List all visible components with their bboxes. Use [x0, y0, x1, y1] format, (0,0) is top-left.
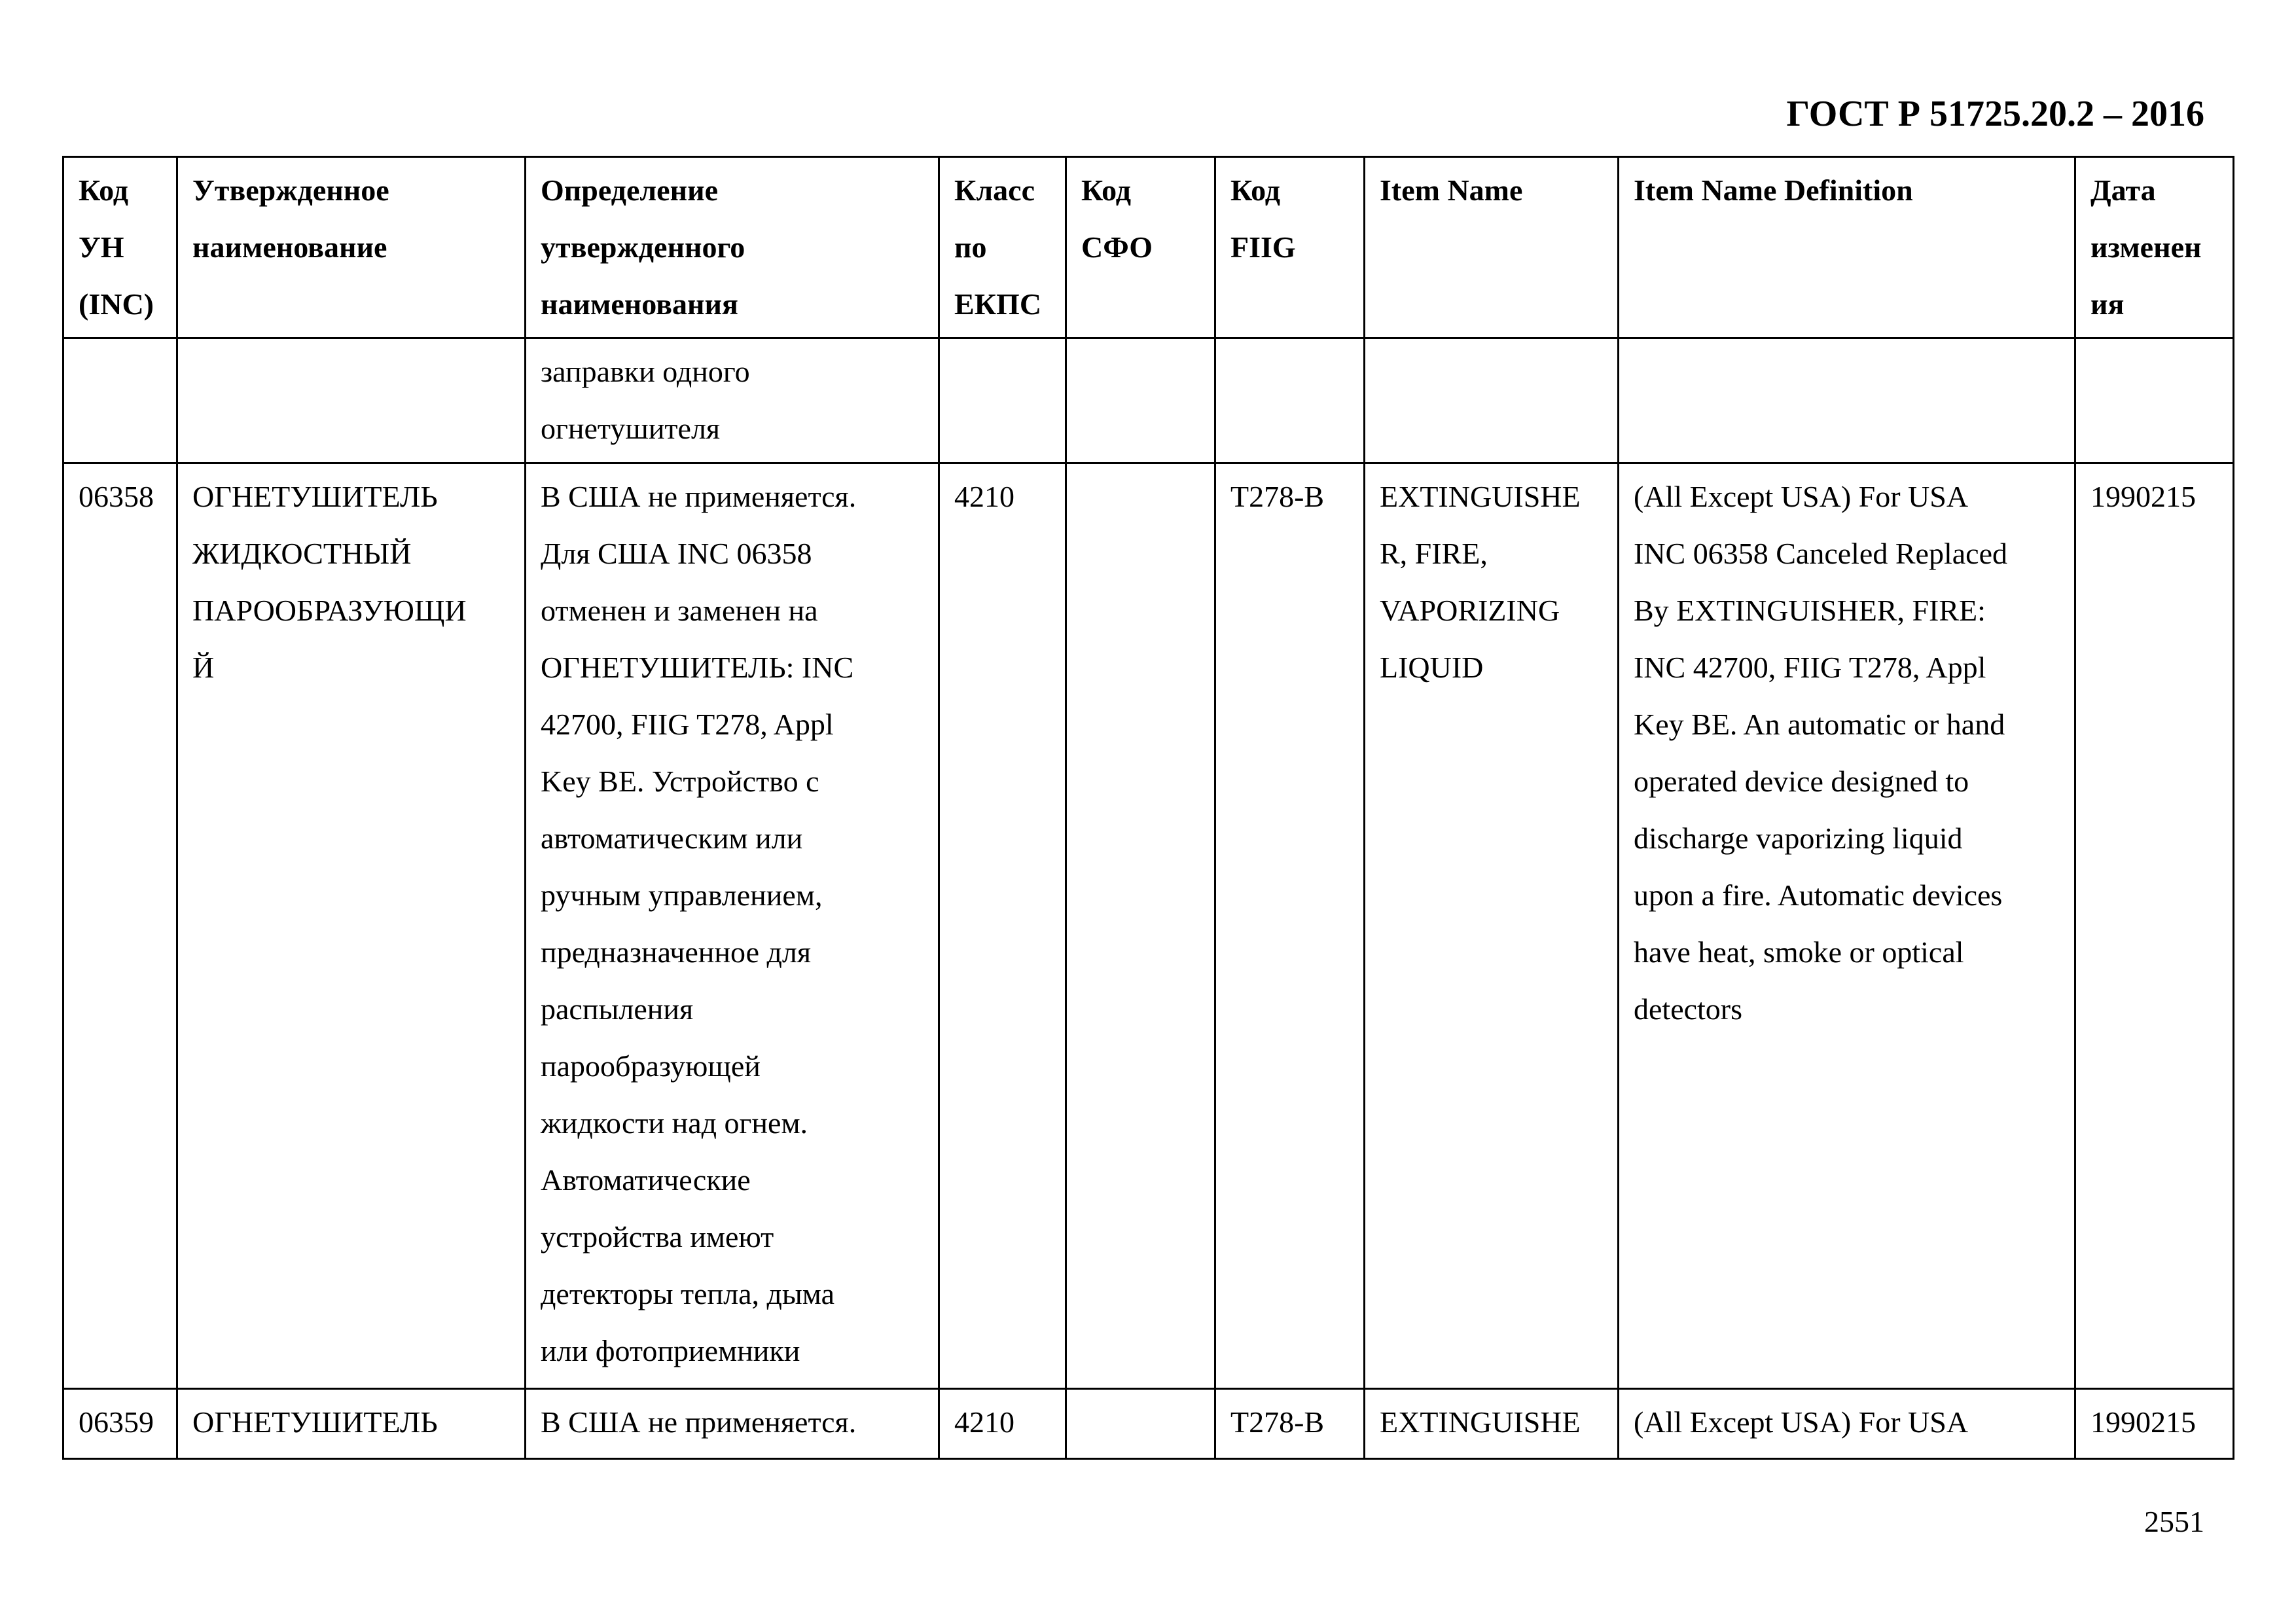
cell-text-line: R, FIRE,	[1380, 537, 1488, 570]
cell-change-date	[2075, 338, 2234, 463]
cell-text-line: ЖИДКОСТНЫЙ	[192, 537, 412, 570]
cell-text-line: FIIG	[1230, 230, 1296, 264]
cell-text-line: отменен и заменен на	[541, 594, 818, 627]
cell-text-line: 4210	[954, 1405, 1014, 1439]
cell-approved-name	[177, 338, 526, 463]
cell-name-definition	[526, 338, 939, 463]
cell-change-date	[2075, 463, 2234, 1389]
cell-text-line: ия	[2090, 287, 2125, 321]
table-header-row	[63, 157, 2234, 338]
cell-item-name	[1365, 1389, 1619, 1459]
cell-text-line: парообразующей	[541, 1049, 761, 1083]
cell-text-line: Код	[1081, 173, 1132, 207]
cell-text-line: Определение	[541, 173, 719, 207]
cell-text-line: детекторы тепла, дыма	[541, 1277, 835, 1310]
cell-text-line: detectors	[1634, 992, 1743, 1026]
cell-text-line: ОГНЕТУШИТЕЛЬ: INC	[541, 651, 854, 684]
cell-text-line: заправки одного	[541, 355, 750, 388]
cell-inc-code	[63, 463, 177, 1389]
cell-text-line: УН	[79, 230, 124, 264]
cell-text-line: By EXTINGUISHER, FIRE:	[1634, 594, 1986, 627]
cell-text-line: (All Except USA) For USA	[1634, 1405, 1969, 1439]
column-header-approved-name	[177, 157, 526, 338]
cell-approved-name	[177, 463, 526, 1389]
page-number: 2551	[2144, 1505, 2204, 1538]
cell-name-definition	[526, 463, 939, 1389]
cell-text-line: В США не применяется.	[541, 1405, 857, 1439]
column-header-item-name-definition	[1619, 157, 2075, 338]
cell-text-line: ОГНЕТУШИТЕЛЬ	[192, 1405, 438, 1439]
cell-item-name-definition	[1619, 1389, 2075, 1459]
cell-text-line: ПАРООБРАЗУЮЩИ	[192, 594, 467, 627]
cell-change-date	[2075, 1389, 2234, 1459]
cell-ekps-class	[939, 338, 1066, 463]
cell-text-line: Автоматические	[541, 1163, 751, 1197]
cell-text-line: Класс	[954, 173, 1035, 207]
cell-text-line: ручным управлением,	[541, 878, 823, 912]
table-row	[63, 463, 2234, 1389]
cell-text-line: наименования	[541, 287, 738, 321]
cell-text-line: В США не применяется.	[541, 480, 857, 513]
cell-text-line: operated device designed to	[1634, 765, 1969, 798]
cell-text-line: T278-B	[1230, 480, 1325, 513]
cell-inc-code	[63, 338, 177, 463]
cell-text-line: 06359	[79, 1405, 154, 1439]
cell-text-line: жидкости над огнем.	[541, 1106, 808, 1140]
cell-text-line: T278-B	[1230, 1405, 1325, 1439]
cell-text-line: 4210	[954, 480, 1014, 513]
cell-text-line: Key BE. Устройство с	[541, 765, 819, 798]
cell-fiig-code	[1215, 1389, 1365, 1459]
cell-text-line: наименование	[192, 230, 387, 264]
cell-text-line: 06358	[79, 480, 154, 513]
cell-text-line: Й	[192, 651, 215, 684]
cell-item-name	[1365, 338, 1619, 463]
cell-text-line: устройства имеют	[541, 1220, 774, 1254]
cell-fiig-code	[1215, 463, 1365, 1389]
cell-sfo-code	[1066, 1389, 1215, 1459]
cell-text-line: изменен	[2090, 230, 2202, 264]
cell-text-line: 1990215	[2090, 1405, 2196, 1439]
cell-text-line: upon a fire. Automatic devices	[1634, 878, 2003, 912]
cell-text-line: 1990215	[2090, 480, 2196, 513]
cell-text-line: INC 06358 Canceled Replaced	[1634, 537, 2007, 570]
cell-fiig-code	[1215, 338, 1365, 463]
cell-ekps-class	[939, 1389, 1066, 1459]
cell-text-line: Key BE. An automatic or hand	[1634, 708, 2005, 741]
table-row	[63, 338, 2234, 463]
table-row	[63, 1389, 2234, 1459]
cell-item-name-definition	[1619, 338, 2075, 463]
cell-text-line: EXTINGUISHE	[1380, 480, 1581, 513]
cell-ekps-class	[939, 463, 1066, 1389]
cell-text-line: Дата	[2090, 173, 2156, 207]
cell-text-line: VAPORIZING	[1380, 594, 1560, 627]
cell-text-line: EXTINGUISHE	[1380, 1405, 1581, 1439]
cell-text-line: огнетушителя	[541, 412, 721, 445]
cell-sfo-code	[1066, 338, 1215, 463]
cell-item-name	[1365, 463, 1619, 1389]
document-standard-header: ГОСТ Р 51725.20.2 – 2016	[1786, 94, 2204, 134]
cell-text-line: Код	[79, 173, 129, 207]
cell-text-line: LIQUID	[1380, 651, 1484, 684]
column-header-name-definition	[526, 157, 939, 338]
cell-text-line: распыления	[541, 992, 694, 1026]
column-header-sfo-code	[1066, 157, 1215, 338]
cell-text-line: INC 42700, FIIG T278, Appl	[1634, 651, 1986, 684]
cell-inc-code	[63, 1389, 177, 1459]
cell-text-line: (INC)	[79, 287, 154, 321]
cell-text-line: have heat, smoke or optical	[1634, 935, 1964, 969]
cell-text-line: Item Name Definition	[1634, 173, 1913, 207]
column-header-ekps-class	[939, 157, 1066, 338]
cell-text-line: автоматическим или	[541, 821, 803, 855]
cell-text-line: или фотоприемники	[541, 1334, 800, 1367]
cell-text-line: (All Except USA) For USA	[1634, 480, 1969, 513]
cell-text-line: ОГНЕТУШИТЕЛЬ	[192, 480, 438, 513]
cell-approved-name	[177, 1389, 526, 1459]
cell-text-line: ЕКПС	[954, 287, 1042, 321]
cell-name-definition	[526, 1389, 939, 1459]
column-header-item-name	[1365, 157, 1619, 338]
cell-item-name-definition	[1619, 463, 2075, 1389]
column-header-inc-code	[63, 157, 177, 338]
cell-sfo-code	[1066, 463, 1215, 1389]
cell-text-line: discharge vaporizing liquid	[1634, 821, 1963, 855]
nomenclature-table	[62, 156, 2234, 1460]
cell-text-line: Item Name	[1380, 173, 1523, 207]
cell-text-line: Для США INC 06358	[541, 537, 812, 570]
cell-text-line: Утвержденное	[192, 173, 389, 207]
cell-text-line: по	[954, 230, 987, 264]
cell-text-line: СФО	[1081, 230, 1153, 264]
column-header-change-date	[2075, 157, 2234, 338]
column-header-fiig-code	[1215, 157, 1365, 338]
cell-text-line: предназначенное для	[541, 935, 812, 969]
cell-text-line: утвержденного	[541, 230, 745, 264]
cell-text-line: 42700, FIIG T278, Appl	[541, 708, 834, 741]
cell-text-line: Код	[1230, 173, 1281, 207]
